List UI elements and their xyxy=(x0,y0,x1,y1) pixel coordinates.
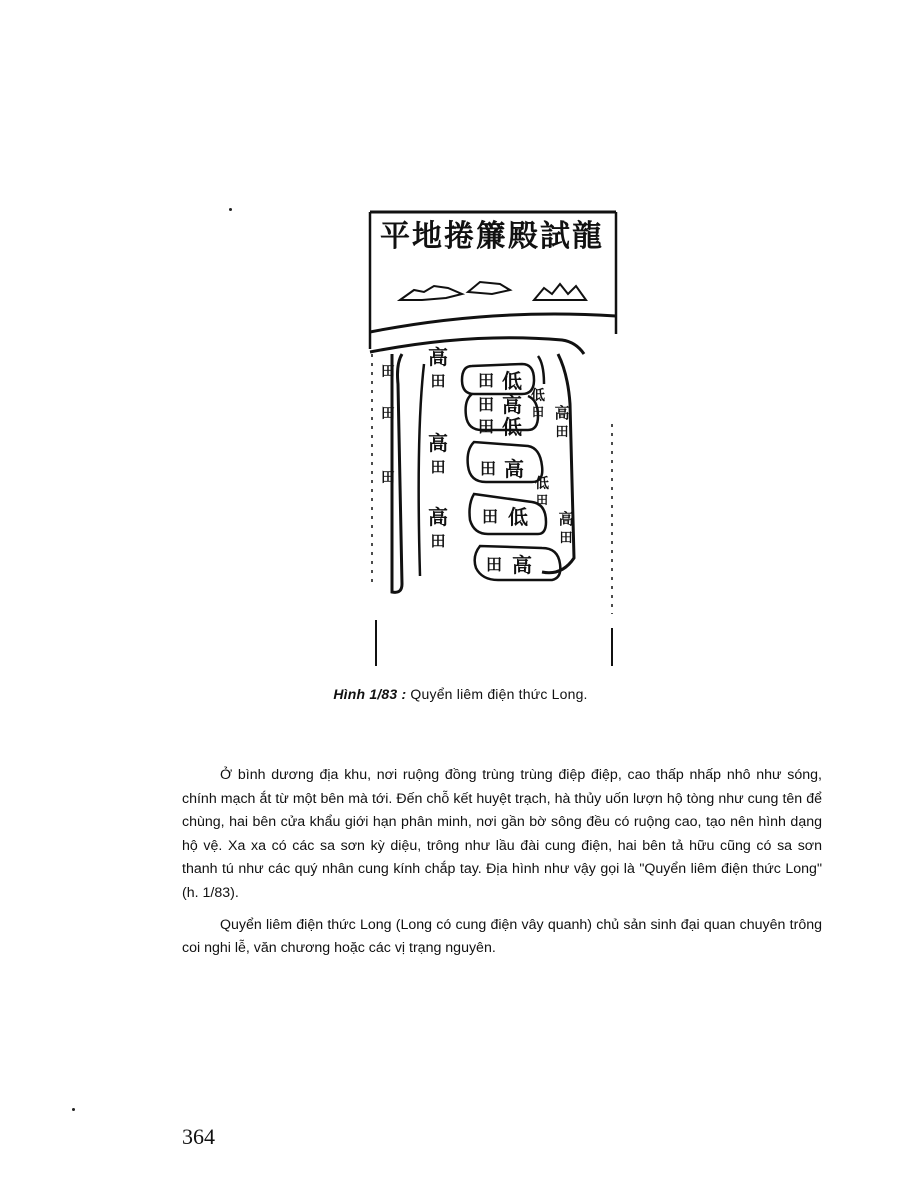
label-field-right-1: 田 xyxy=(531,405,545,419)
label-field-1: 田 xyxy=(381,364,395,380)
plot-4-low: 低 xyxy=(508,505,528,529)
plot-2b-low: 低 xyxy=(502,415,522,439)
figure-caption-text: Quyển liêm điện thức Long. xyxy=(410,686,588,702)
inner-bank-left xyxy=(419,364,424,576)
river-bottom-bank xyxy=(370,338,584,354)
label-high-3: 高 xyxy=(428,505,448,529)
inner-bank-right xyxy=(538,356,544,384)
label-field-3: 田 xyxy=(381,470,395,486)
plot-2b-field: 田 xyxy=(477,417,495,436)
label-field-high-2: 田 xyxy=(430,458,446,476)
mountain-right xyxy=(534,284,586,300)
plot-3-field: 田 xyxy=(479,459,497,478)
label-high-2: 高 xyxy=(428,431,448,455)
body-text xyxy=(182,764,822,961)
plot-5-field: 田 xyxy=(485,555,503,574)
diagram-title-text: 平地捲簾殿試龍 xyxy=(380,219,604,254)
label-field-right-4: 田 xyxy=(559,531,573,546)
plot-3-high: 高 xyxy=(504,457,524,481)
figure-label: Hình 1/83 : xyxy=(333,686,407,702)
plot-2-high: 高 xyxy=(502,393,522,417)
label-field-high-3: 田 xyxy=(430,532,446,550)
paragraph-2: Quyển liêm điện thức Long (Long có cung điện vây quanh) chủ sản sinh đại quan chuyên trông coi nghi lễ, văn chương hoặc các vị trạng nguyên. xyxy=(182,916,822,957)
right-side-labels xyxy=(531,387,574,546)
label-high-1: 高 xyxy=(428,345,448,369)
label-field-right-2: 田 xyxy=(555,425,569,440)
diagram-svg xyxy=(362,204,624,672)
diagram-title xyxy=(380,219,604,254)
label-high-right-2: 高 xyxy=(558,510,574,528)
mountain-left xyxy=(400,286,462,300)
feng-shui-diagram xyxy=(362,204,624,672)
label-field-right-3: 田 xyxy=(535,493,549,507)
plot-1-low: 低 xyxy=(502,369,522,393)
label-field-2: 田 xyxy=(381,406,395,422)
page-number: 364 xyxy=(182,1124,215,1149)
paragraph-1: Ở bình dương địa khu, nơi ruộng đồng trùng trùng điệp điệp, cao thấp nhấp nhô như sóng, chính mạch ắt từ một bên mà tới. Đến chỗ kết huyệt trạch, hà thủy uốn lượn hộ tòng như cung tên để chùng, hai bên cửa khẩu giới hạn phân minh, nơi gần bờ sông đều có ruộng cao, tạo nên hình dạng hộ vệ. Xa xa có các sa sơn kỳ diệu, trông như lầu đài cung điện, hai bên tả hữu cũng có sa sơn thanh tú như các quý nhân cung kính chắp tay. Địa hình như vậy gọi là "Quyển liêm điện thức Long" (h. 1/83). xyxy=(182,767,822,901)
scan-speck xyxy=(72,1108,75,1111)
mountain-middle xyxy=(468,282,510,294)
high-field-labels-left xyxy=(428,345,448,550)
label-low-right-2: 低 xyxy=(535,476,549,492)
label-high-right-1: 高 xyxy=(554,404,570,422)
plot-1 xyxy=(462,364,534,394)
river-top-bank xyxy=(370,314,616,332)
figure-caption xyxy=(0,686,921,702)
label-low-right-1: 低 xyxy=(531,388,545,404)
plot-5-high: 高 xyxy=(512,553,532,577)
label-field-high-1: 田 xyxy=(430,372,446,390)
distant-mountains xyxy=(400,282,586,300)
river xyxy=(370,314,616,592)
plot-2-field: 田 xyxy=(477,395,495,414)
plot-4-field: 田 xyxy=(481,507,499,526)
plot-1-field: 田 xyxy=(477,371,495,390)
scan-speck xyxy=(229,208,232,211)
